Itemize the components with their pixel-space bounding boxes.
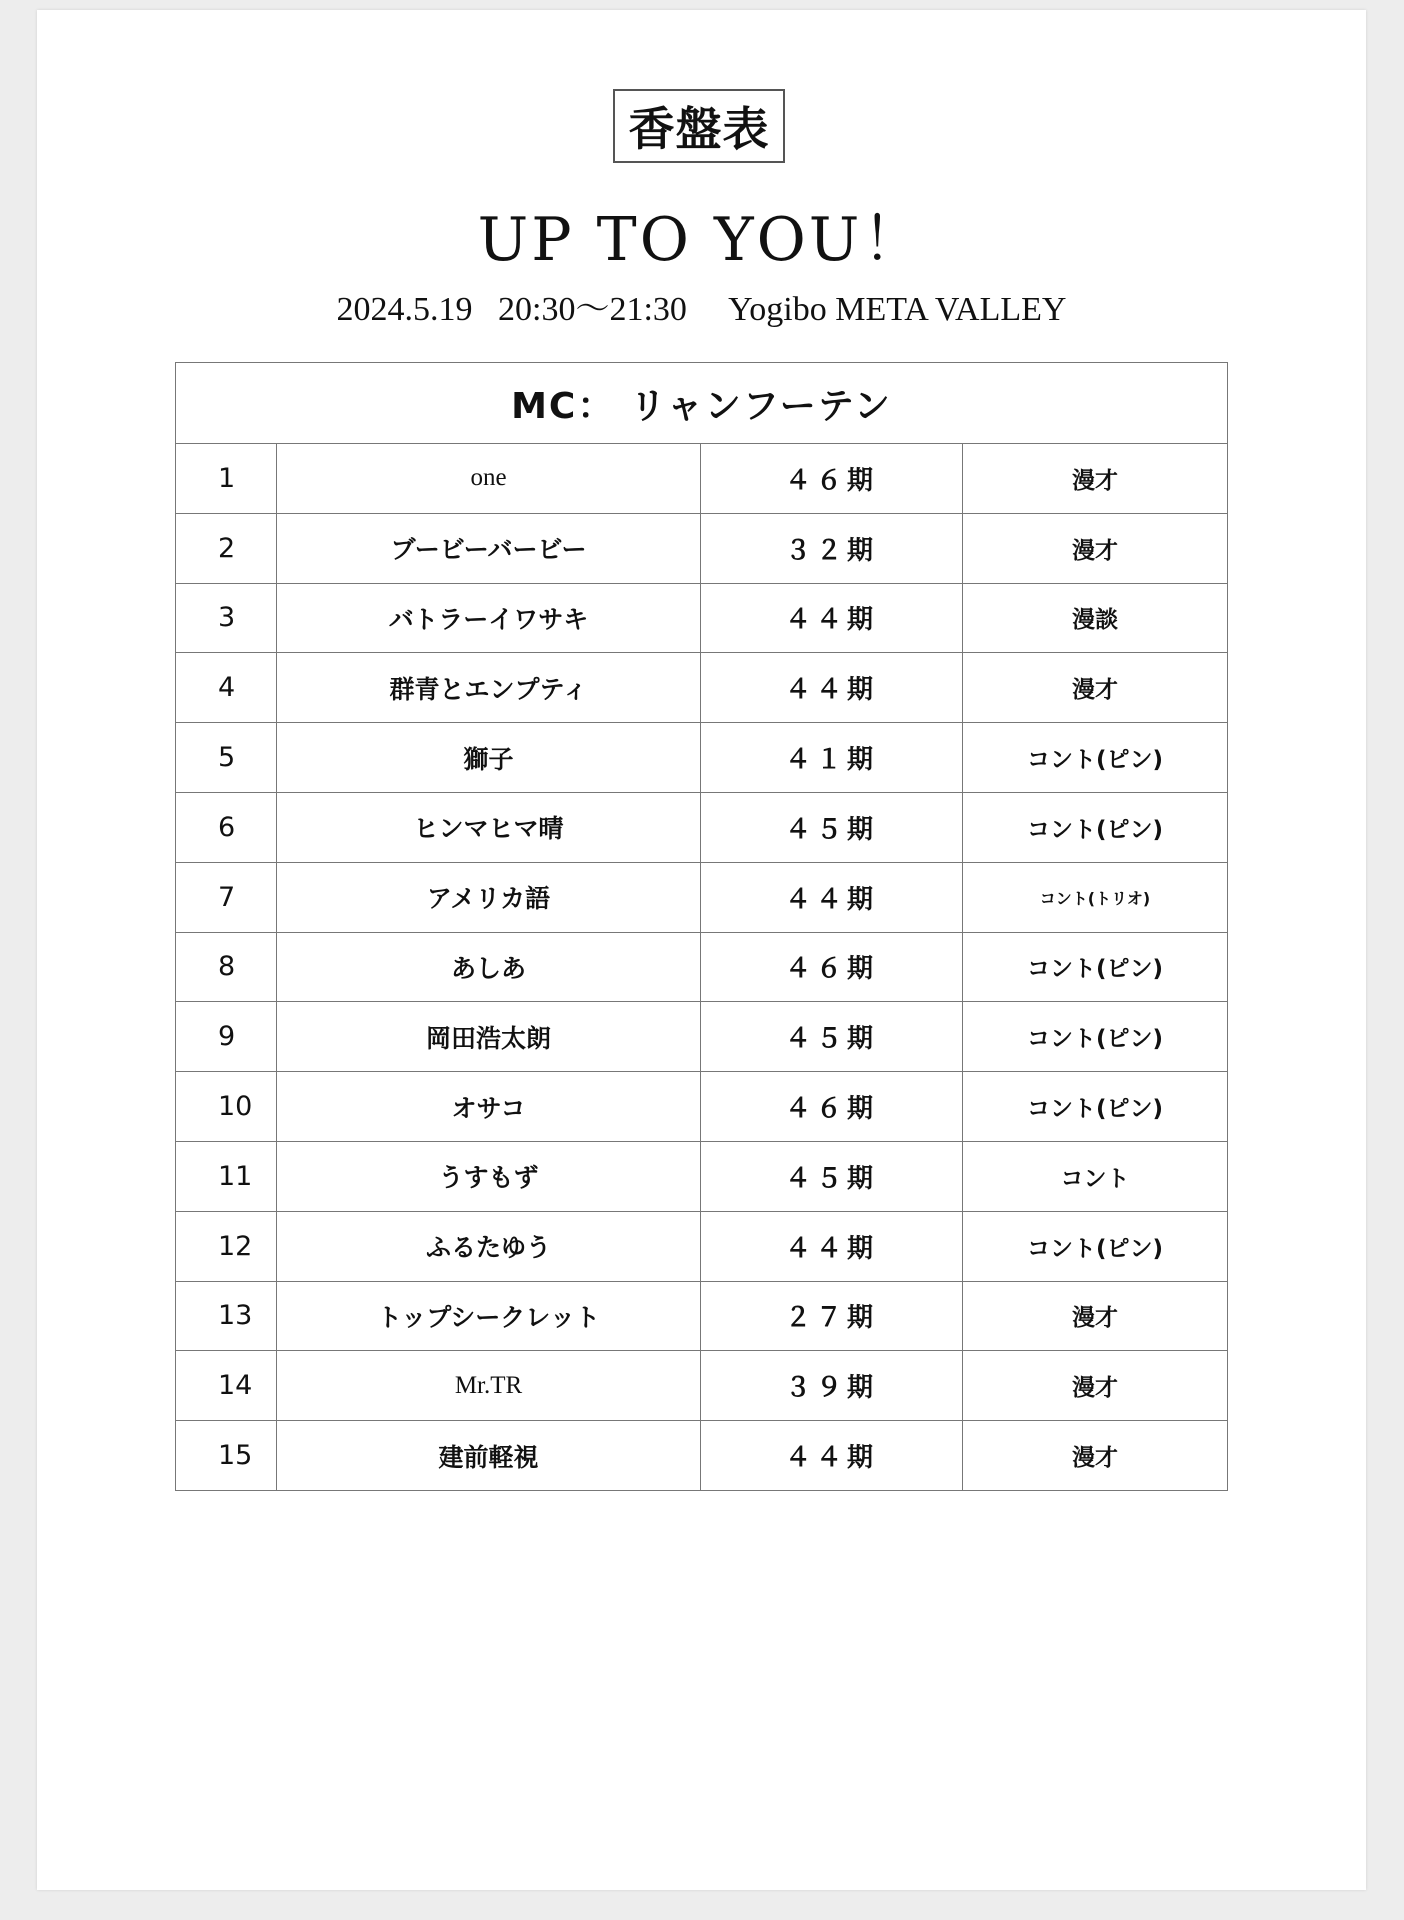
genre-cell: 漫才	[963, 1351, 1228, 1421]
performer-name-cell: バトラーイワサキ	[277, 583, 701, 653]
order-number-cell: 11	[176, 1141, 277, 1211]
genre-cell: コント(ピン)	[963, 932, 1228, 1002]
genre-cell: コント(ピン)	[963, 792, 1228, 862]
table-row	[176, 792, 1228, 862]
performer-name-cell: 建前軽視	[277, 1421, 701, 1491]
generation-cell: ３９期	[701, 1351, 963, 1421]
table-row	[176, 444, 1228, 514]
order-number-cell: 15	[176, 1421, 277, 1491]
order-number-cell: 4	[176, 653, 277, 723]
performer-name-cell: Mr.TR	[277, 1351, 701, 1421]
generation-cell: ４５期	[701, 1141, 963, 1211]
genre-cell: 漫才	[963, 1281, 1228, 1351]
genre-cell: 漫才	[963, 444, 1228, 514]
mc-row	[176, 363, 1228, 444]
lineup-table	[175, 362, 1228, 1491]
document-heading: 香盤表	[613, 89, 785, 163]
generation-cell: ４６期	[701, 1072, 963, 1142]
performer-name-cell: トップシークレット	[277, 1281, 701, 1351]
table-row	[176, 653, 1228, 723]
generation-cell: ４４期	[701, 862, 963, 932]
genre-cell: コント(ピン)	[963, 1211, 1228, 1281]
table-row	[176, 1351, 1228, 1421]
performer-name-cell: 岡田浩太朗	[277, 1002, 701, 1072]
performer-name-cell: オサコ	[277, 1072, 701, 1142]
genre-cell: コント	[963, 1141, 1228, 1211]
table-row	[176, 1072, 1228, 1142]
performer-name-cell: アメリカ語	[277, 862, 701, 932]
table-row	[176, 583, 1228, 653]
order-number-cell: 2	[176, 513, 277, 583]
table-row	[176, 862, 1228, 932]
document-page	[37, 10, 1366, 1890]
order-number-cell: 14	[176, 1351, 277, 1421]
performer-name-cell: うすもず	[277, 1141, 701, 1211]
event-date-time-venue: 2024.5.19 20:30～21:30 Yogibo META VALLEY	[336, 291, 1067, 328]
genre-cell: コント(ピン)	[963, 1002, 1228, 1072]
generation-cell: ４４期	[701, 1421, 963, 1491]
order-number-cell: 7	[176, 862, 277, 932]
genre-cell: コント(トリオ)	[963, 862, 1228, 932]
table-row	[176, 932, 1228, 1002]
table-row	[176, 513, 1228, 583]
performer-name-cell: ブービーバービー	[277, 513, 701, 583]
generation-cell: ４５期	[701, 792, 963, 862]
generation-cell: ３２期	[701, 513, 963, 583]
performer-name-cell: 獅子	[277, 723, 701, 793]
order-number-cell: 6	[176, 792, 277, 862]
genre-cell: 漫才	[963, 513, 1228, 583]
table-row	[176, 1141, 1228, 1211]
genre-cell: 漫談	[963, 583, 1228, 653]
mc-label: MC： リャンフーテン	[176, 363, 1228, 444]
table-row	[176, 723, 1228, 793]
table-row	[176, 1211, 1228, 1281]
performer-name-cell: あしあ	[277, 932, 701, 1002]
table-row	[176, 1281, 1228, 1351]
generation-cell: ４１期	[701, 723, 963, 793]
generation-cell: ４６期	[701, 444, 963, 514]
generation-cell: ４４期	[701, 1211, 963, 1281]
generation-cell: ４４期	[701, 583, 963, 653]
order-number-cell: 12	[176, 1211, 277, 1281]
table-row	[176, 1002, 1228, 1072]
generation-cell: ４４期	[701, 653, 963, 723]
genre-cell: コント(ピン)	[963, 723, 1228, 793]
order-number-cell: 13	[176, 1281, 277, 1351]
order-number-cell: 8	[176, 932, 277, 1002]
genre-cell: 漫才	[963, 653, 1228, 723]
generation-cell: ４５期	[701, 1002, 963, 1072]
order-number-cell: 3	[176, 583, 277, 653]
order-number-cell: 5	[176, 723, 277, 793]
generation-cell: ４６期	[701, 932, 963, 1002]
genre-cell: コント(ピン)	[963, 1072, 1228, 1142]
table-row	[176, 1421, 1228, 1491]
event-title: UP TO YOU！	[477, 205, 926, 275]
order-number-cell: 9	[176, 1002, 277, 1072]
generation-cell: ２７期	[701, 1281, 963, 1351]
order-number-cell: 1	[176, 444, 277, 514]
performer-name-cell: ふるたゆう	[277, 1211, 701, 1281]
performer-name-cell: one	[277, 444, 701, 514]
performer-name-cell: 群青とエンプティ	[277, 653, 701, 723]
order-number-cell: 10	[176, 1072, 277, 1142]
performer-name-cell: ヒンマヒマ晴	[277, 792, 701, 862]
genre-cell: 漫才	[963, 1421, 1228, 1491]
